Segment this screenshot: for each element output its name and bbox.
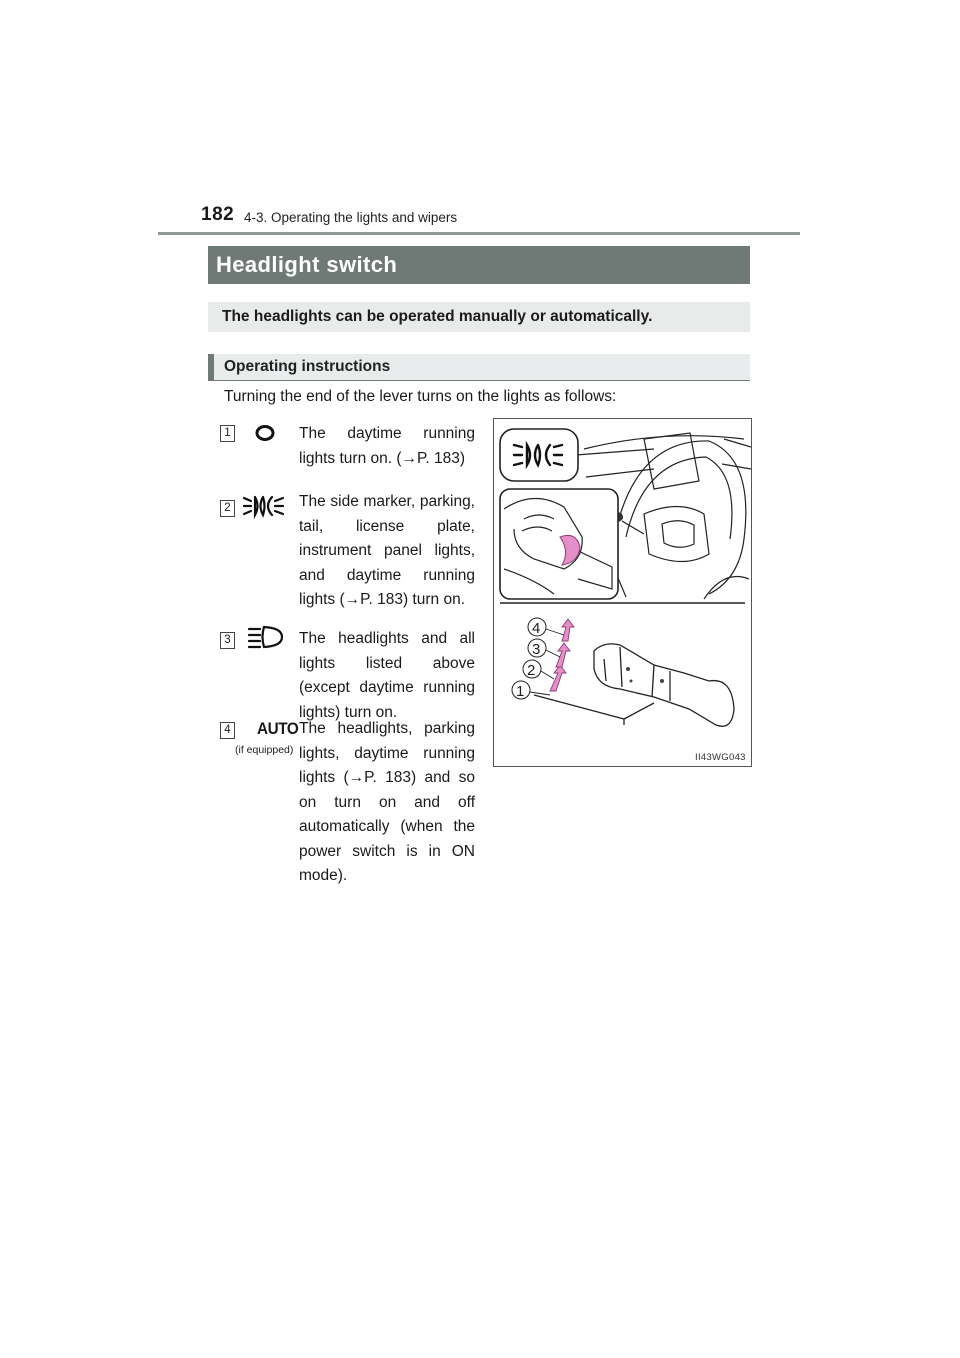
item-text-2: The side marker, parking, tail, license plate, instrument panel lights, and daytime running lights (→P. 183) turn on.	[299, 493, 475, 608]
page-title-bar	[208, 246, 750, 284]
headlight-switch-figure	[493, 418, 752, 767]
item-number-2: 2	[220, 500, 235, 517]
headlight-icon	[246, 624, 286, 650]
if-equipped-note: (if equipped)	[235, 744, 294, 756]
callout-3: 3	[532, 641, 541, 658]
item-number-4: 4	[220, 722, 235, 739]
section-breadcrumb: 4-3. Operating the lights and wipers	[244, 210, 458, 225]
lead-text: Turning the end of the lever turns on the lights as follows:	[224, 388, 617, 405]
callout-2: 2	[527, 662, 536, 679]
intro-text: The headlights can be operated manually or automatically.	[222, 308, 653, 325]
subheading: Operating instructions	[224, 358, 391, 375]
intro-box	[208, 302, 750, 332]
item-number-3: 3	[220, 632, 235, 649]
page-number: 182	[201, 204, 235, 225]
figure-illustration	[494, 419, 751, 766]
item-number-1: 1	[220, 425, 235, 442]
page-title: Headlight switch	[216, 252, 398, 277]
callout-1: 1	[516, 683, 525, 700]
callout-4: 4	[532, 620, 541, 637]
auto-icon: AUTO	[257, 719, 299, 738]
subheading-marker	[208, 354, 214, 381]
item-text-4: The headlights, parking lights, daytime running lights (→P. 183) and so on turn on and off automatically (when the power switch is in ON mode).	[299, 720, 475, 884]
subheading-bar	[208, 354, 750, 381]
side-marker-light-icon	[242, 493, 286, 519]
item-text-3: The headlights and all lights listed above (except daytime running lights) turn on.	[299, 630, 475, 721]
figure-code: II43WG043	[695, 752, 746, 763]
daytime-running-light-icon	[254, 424, 276, 442]
header-divider	[158, 232, 800, 235]
item-text-1: The daytime running lights turn on. (→P. 183)	[299, 425, 475, 467]
